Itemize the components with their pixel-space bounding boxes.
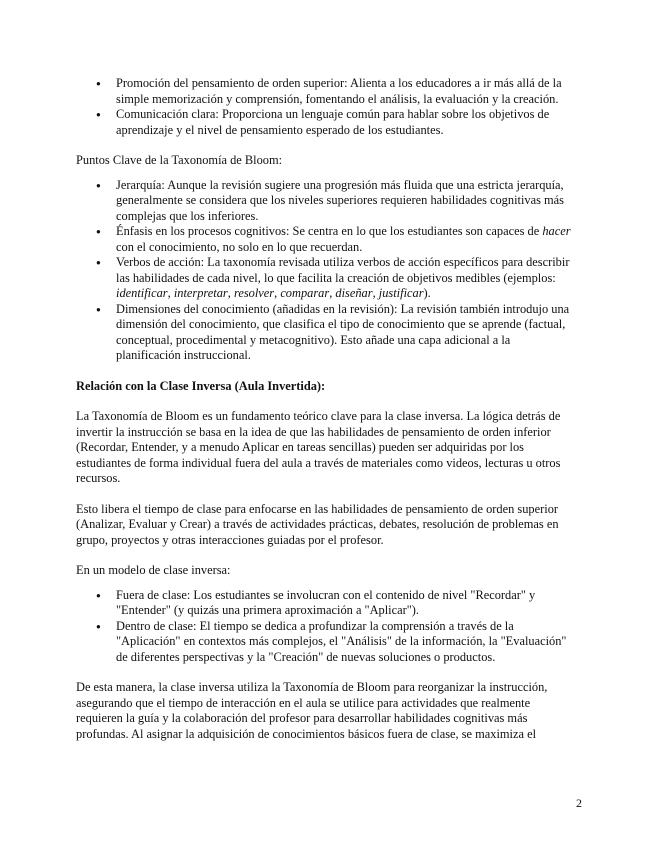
item-label: Dentro de clase: — [116, 618, 197, 633]
verb-example: identificar — [116, 286, 168, 300]
verb-example: justificar — [378, 286, 424, 300]
list-item — [96, 178, 576, 225]
page-content — [76, 76, 576, 742]
item-label: Fuera de clase: — [116, 587, 191, 602]
model-list — [96, 588, 576, 666]
list-item — [96, 588, 576, 619]
list-item: ● Verbos de acción: La taxonomía revisada utiliza verbos de acción específicos para describir las habilidades de cada nivel, lo que facilita la creación de objetivos medibles (ejemplos: identificar, interpretar, resolver, comparar, diseñar, justificar). — [96, 255, 576, 302]
paragraph: La Taxonomía de Bloom es un fundamento teórico clave para la clase inversa. La lógica detrás de invertir la instrucción se basa en la idea de que las habilidades de pensamiento de orden inferior (Recordar, Entender, y a menudo Aplicar en tareas sencillas) pueden ser adquiridas por los estudiantes de forma individual fuera del aula a través de materiales como videos, lecturas u otros recursos. — [76, 409, 561, 485]
item-text: ). — [423, 286, 431, 300]
paragraph: Esto libera el tiempo de clase para enfocarse en las habilidades de pensamiento de orden superior (Analizar, Evaluar y Crear) a través de actividades prácticas, debates, resolución de problemas en grupo, proyectos y otras interacciones guiadas por el profesor. — [76, 501, 559, 547]
intro-list — [96, 76, 576, 138]
item-label: Comunicación clara: — [116, 107, 219, 121]
list-item — [96, 76, 576, 107]
verb-example: interpretar — [173, 286, 228, 300]
item-text: Alienta a los educadores a ir más allá de la simple memorización y comprensión, fomentando el análisis, la evaluación y la creación. — [116, 76, 562, 106]
model-intro: En un modelo de clase inversa: — [76, 563, 231, 577]
verb-example: resolver — [233, 286, 275, 300]
list-item — [96, 224, 576, 255]
item-text: El tiempo se dedica a profundizar la comprensión a través de la "Aplicación" en contextos más complejos, el "Análisis" de la información, la "Evaluación" de diferentes perspectivas y la "Creación" de nuevas soluciones o productos. — [116, 618, 567, 664]
item-label: Énfasis en los procesos cognitivos: — [116, 224, 290, 238]
list-item — [96, 107, 576, 138]
verb-example: comparar — [280, 286, 330, 300]
item-text: Los estudiantes se involucran con el contenido de nivel "Recordar" y "Entender" (y quizás una primera aproximación a "Aplicar"). — [116, 587, 536, 617]
item-label: Jerarquía: — [116, 177, 165, 192]
section-heading: Relación con la Clase Inversa (Aula Invertida): — [76, 378, 326, 393]
key-points-heading: Puntos Clave de la Taxonomía de Bloom: — [76, 153, 283, 167]
verb-example: diseñar — [335, 286, 373, 300]
item-label: Promoción del pensamiento de orden superior: — [116, 76, 348, 90]
item-text: Se centra en lo que los estudiantes son capaces de — [289, 224, 543, 238]
page-number: 2 — [576, 796, 582, 810]
item-label: Verbos de acción: — [116, 255, 205, 269]
item-text: La taxonomía revisada utiliza verbos de acción específicos para describir las habilidades de cada nivel, lo que facilita la creación de objetivos medibles (ejemplos: — [116, 255, 570, 285]
item-emphasis: hacer — [542, 224, 571, 238]
item-text: Aunque la revisión sugiere una progresión más fluida que una estricta jerarquía, generalmente se considera que los niveles superiores requieren habilidades cognitivas más complejas que los inferiores. — [116, 177, 564, 223]
item-label: Dimensiones del conocimiento (añadidas en la revisión): — [116, 301, 398, 316]
item-text: Proporciona un lenguaje común para hablar sobre los objetivos de aprendizaje y el nivel de pensamiento esperado de los estudiantes. — [116, 107, 550, 137]
item-text: La revisión también introdujo una dimensión del conocimiento, que clasifica el tipo de conocimiento que se aprende (factual, conceptual, procedimental y metacognitivo). Esto añade una capa adicional a la planificación instruccional. — [116, 301, 570, 362]
list-item — [96, 302, 576, 364]
key-points-list — [96, 178, 576, 364]
paragraph: De esta manera, la clase inversa utiliza la Taxonomía de Bloom para reorganizar la instrucción, asegurando que el tiempo de interacción en el aula se utilice para actividades que realmente requieren la guía y la colaboración del profesor para desarrollar habilidades cognitivas más profundas. Al asignar la adquisición de conocimientos básicos fuera de clase, se maximiza el — [76, 680, 548, 741]
list-item — [96, 619, 576, 666]
item-text: con el conocimiento, no solo en lo que recuerdan. — [116, 239, 363, 254]
